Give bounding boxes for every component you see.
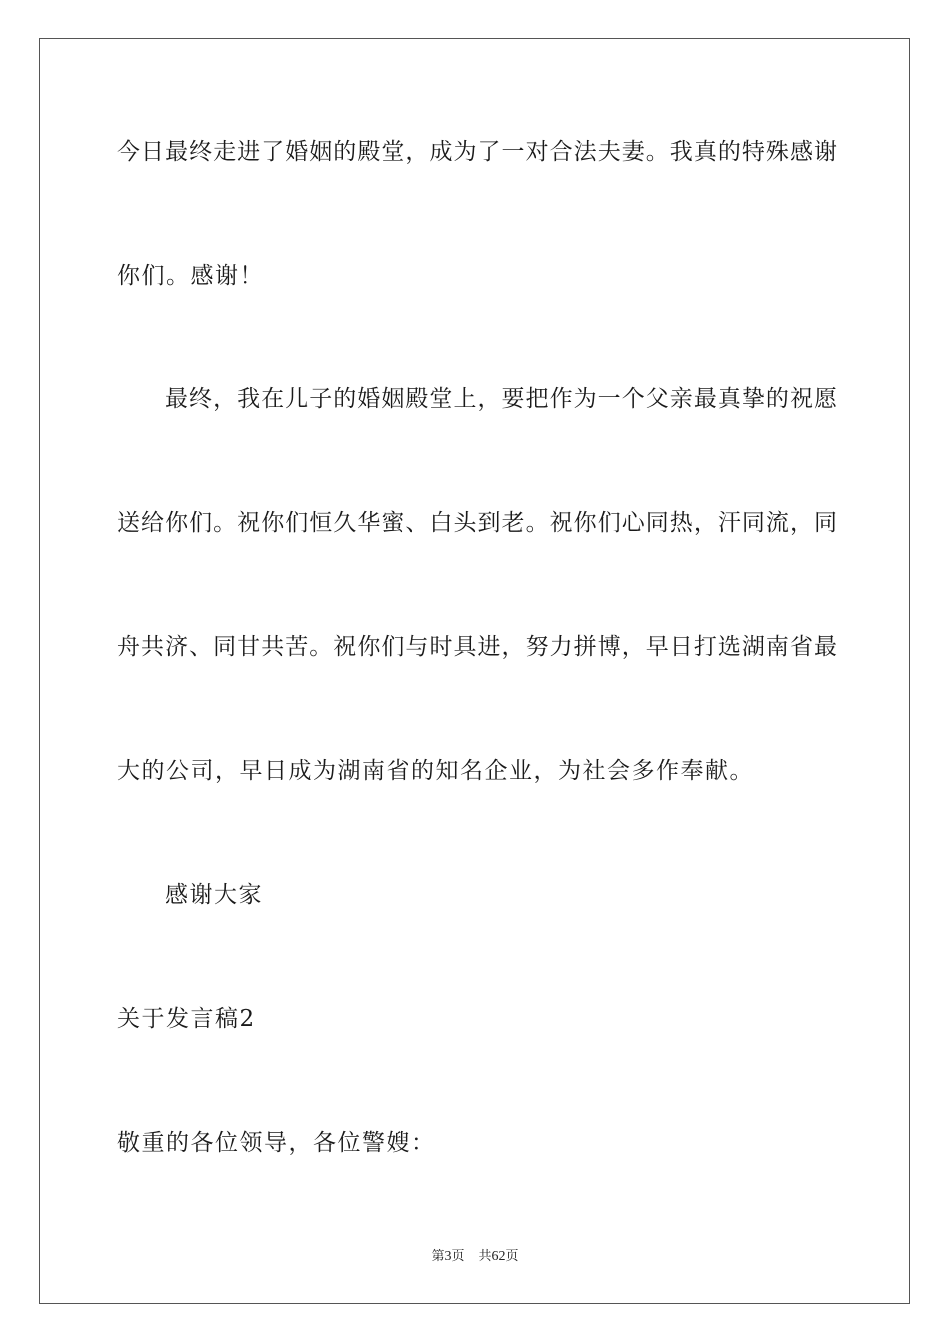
- page-number: 3: [444, 1249, 452, 1264]
- section-heading: 关于发言稿2: [117, 1006, 256, 1032]
- paragraph-line-1: 今日最终走进了婚姻的殿堂，成为了一对合法夫妻。我真的特殊感谢: [117, 139, 837, 165]
- paragraph-line-6: 大的公司，早日成为湖南省的知名企业，为社会多作奉献。: [117, 758, 754, 784]
- total-suffix: 页: [505, 1249, 519, 1264]
- total-pages: 62: [491, 1249, 506, 1264]
- page-suffix: 页: [451, 1249, 465, 1264]
- paragraph-line-2: 你们。感谢！: [117, 263, 264, 289]
- paragraph-line-4: 送给你们。祝你们恒久华蜜、白头到老。祝你们心同热，汗同流，同: [117, 510, 837, 536]
- salutation-line: 敬重的各位领导，各位警嫂：: [117, 1130, 436, 1156]
- page-footer: [0, 1249, 950, 1265]
- page-border: [39, 38, 910, 1304]
- page-prefix: 第: [431, 1249, 445, 1264]
- total-prefix: 共: [478, 1249, 492, 1264]
- closing-line: 感谢大家: [165, 882, 263, 908]
- paragraph-line-5: 舟共济、同甘共苦。祝你们与时具进，努力拼博，早日打选湖南省最: [117, 634, 837, 660]
- paragraph-line-3: 最终，我在儿子的婚姻殿堂上，要把作为一个父亲最真挚的祝愿: [165, 386, 837, 412]
